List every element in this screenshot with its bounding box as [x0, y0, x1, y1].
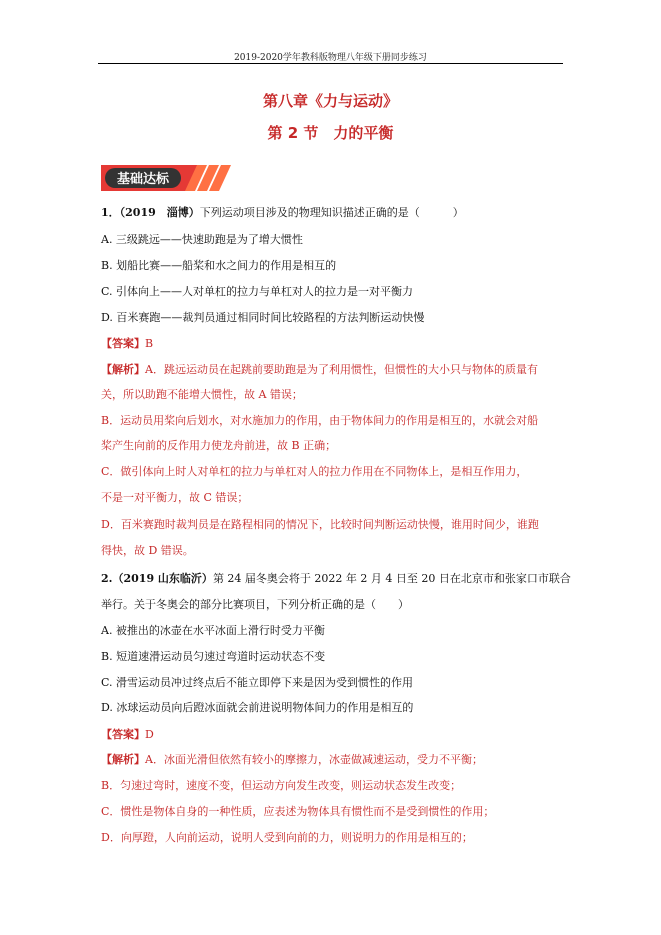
q2-option-a: A. 被推出的冰壶在水平冰面上滑行时受力平衡 — [101, 624, 325, 637]
q1-stem: 下列运动项目涉及的物理知识描述正确的是（ ） — [199, 206, 464, 219]
q1-analysis-line: B．运动员用桨向后划水，对水施加力的作用，由于物体间力的作用是相互的，水就会对船 — [101, 414, 539, 427]
q1-option-c: C. 引体向上——人对单杠的拉力与单杠对人的拉力是一对平衡力 — [101, 285, 414, 298]
q1-analysis-line — [101, 362, 538, 378]
section-banner — [101, 163, 231, 193]
q2-option-b: B. 短道速滑运动员匀速过弯道时运动状态不变 — [101, 650, 326, 663]
q2-source: （2019 山东临沂） — [112, 572, 213, 585]
page-header: 2019-2020学年教科版物理八年级下册同步练习 — [234, 53, 427, 63]
q1-analysis-line: D．百米赛跑时裁判员是在路程相同的情况下，比较时间判断运动快慢，谁用时间少，谁跑 — [101, 518, 539, 531]
q1-analysis-line: 不是一对平衡力，故 C 错误； — [101, 491, 249, 504]
q2-answer-label: 【答案】 — [101, 728, 145, 741]
q1-analysis-line: 桨产生向前的反作用力使龙舟前进，故 B 正确； — [101, 439, 337, 452]
q2-option-d: D. 冰球运动员向后蹬冰面就会前进说明物体间力的作用是相互的 — [101, 701, 414, 714]
q2-analysis-line — [101, 752, 483, 768]
q1-option-a: A. 三级跳远——快速助跑是为了增大惯性 — [101, 233, 303, 246]
q1-analysis-text: A．跳远运动员在起跳前要助跑是为了利用惯性，但惯性的大小只与物体的质量有 — [145, 363, 538, 376]
q1-answer-value: B — [145, 337, 154, 350]
q1-analysis-label: 【解析】 — [101, 363, 145, 376]
q1-option-b: B. 划船比赛——船桨和水之间力的作用是相互的 — [101, 259, 337, 272]
q2-stem-line: 举行。关于冬奥会的部分比赛项目，下列分析正确的是（ ） — [101, 598, 409, 611]
q2-answer — [101, 727, 154, 743]
q1-answer-label: 【答案】 — [101, 337, 145, 350]
header-rule — [98, 63, 563, 64]
q2-analysis-line: D．向厚蹬，人向前运动，说明人受到向前的力，则说明力的作用是相互的； — [101, 831, 473, 844]
q1-number: 1． — [101, 206, 120, 219]
section-title: 第 2 节 力的平衡 — [267, 124, 394, 142]
q1-analysis-line: 得快，故 D 错误。 — [101, 544, 194, 557]
q2-number: 2. — [101, 572, 113, 585]
q1-analysis-line: 关，所以助跑不能增大惯性，故 A 错误； — [101, 388, 303, 401]
chapter-title: 第八章《力与运动》 — [262, 92, 398, 110]
q2-analysis-text: A．冰面光滑但依然有较小的摩擦力，冰壶做减速运动，受力不平衡； — [145, 753, 483, 766]
banner-label: 基础达标 — [116, 172, 170, 187]
q2-option-c: C. 滑雪运动员冲过终点后不能立即停下来是因为受到惯性的作用 — [101, 676, 414, 689]
q1-analysis-line: C．做引体向上时人对单杠的拉力与单杠对人的拉力作用在不同物体上，是相互作用力， — [101, 465, 528, 478]
q1-answer — [101, 336, 153, 352]
q2-answer-value: D — [145, 728, 154, 741]
q1-option-d: D. 百米赛跑——裁判员通过相同时间比较路程的方法判断运动快慢 — [101, 311, 425, 324]
q2-analysis-line: B．匀速过弯时，速度不变，但运动方向发生改变，则运动状态发生改变； — [101, 779, 462, 792]
q1-stem-line — [101, 205, 464, 221]
q2-analysis-line: C．惯性是物体自身的一种性质，应表述为物体具有惯性而不是受到惯性的作用； — [101, 805, 495, 818]
q2-stem: 第 24 届冬奥会将于 2022 年 2 月 4 日至 20 日在北京市和张家口市联合 — [212, 572, 571, 585]
q1-source: （2019 淄博） — [119, 206, 200, 219]
q2-analysis-label: 【解析】 — [101, 753, 145, 766]
q2-stem-line — [101, 571, 571, 587]
